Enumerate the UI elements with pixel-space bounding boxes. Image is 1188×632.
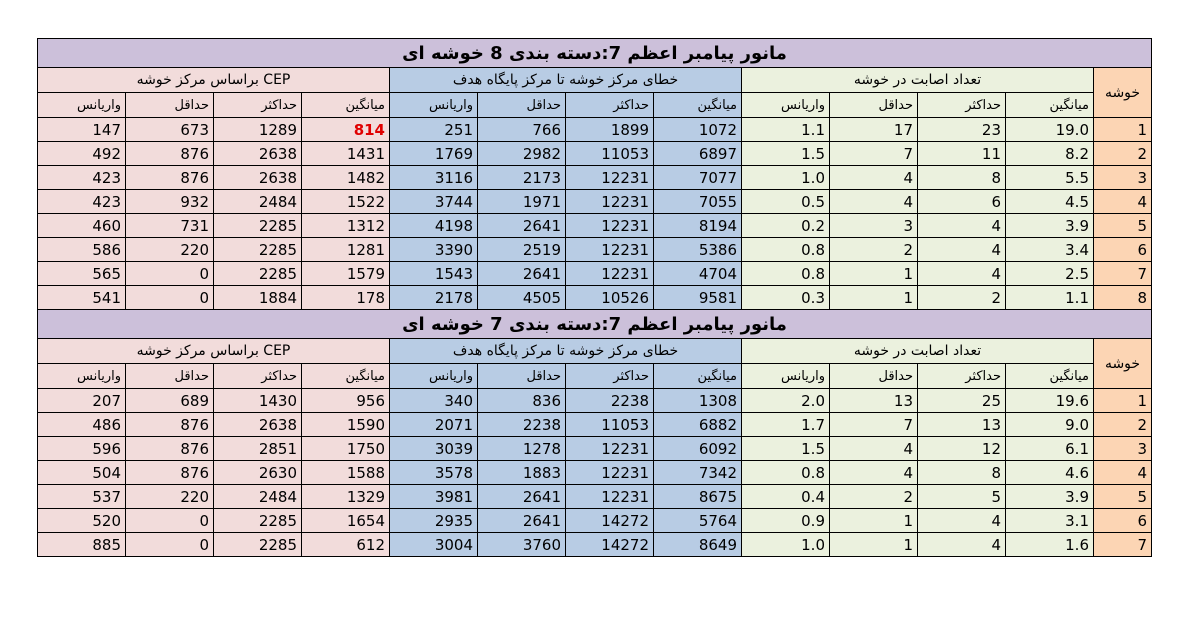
table-cell: 2484 (214, 190, 302, 214)
table-cell: 1 (830, 533, 918, 557)
group-header-row (38, 339, 1152, 364)
table-title: مانور پیامبر اعظم 7:دسته بندی 8 خوشه ای (38, 39, 1152, 68)
table-cell: 11053 (566, 413, 654, 437)
cluster-header: خوشه (1094, 339, 1152, 389)
table-cell: 2 (830, 485, 918, 509)
table-cell: 4 (918, 238, 1006, 262)
table-cell: 423 (38, 166, 126, 190)
table-cell: 876 (126, 413, 214, 437)
table-cell: 876 (126, 166, 214, 190)
table-cell: 1 (830, 286, 918, 310)
table-cell: 1312 (302, 214, 390, 238)
table-cell: 2 (918, 286, 1006, 310)
table-cell: 7077 (654, 166, 742, 190)
table-cell: 541 (38, 286, 126, 310)
table-cell: 1.1 (742, 118, 830, 142)
table-cell: 2935 (390, 509, 478, 533)
cluster-number: 5 (1094, 214, 1152, 238)
table-cell: 13 (830, 389, 918, 413)
table-cell: 612 (302, 533, 390, 557)
cluster-number: 3 (1094, 166, 1152, 190)
table-row (38, 118, 1152, 142)
table-cell: 565 (38, 262, 126, 286)
table-cell: 5386 (654, 238, 742, 262)
table-cell: 4 (830, 461, 918, 485)
table-cell: 9.0 (1006, 413, 1094, 437)
column-header: حداکثر (566, 364, 654, 389)
table-cell: 4 (830, 190, 918, 214)
table-cell: 2638 (214, 142, 302, 166)
table-cell: 12231 (566, 238, 654, 262)
table-cell: 23 (918, 118, 1006, 142)
table-cell: 8.2 (1006, 142, 1094, 166)
table-cell: 1 (830, 509, 918, 533)
cluster-table (37, 38, 1152, 557)
table-cell: 1289 (214, 118, 302, 142)
table-cell: 2641 (478, 214, 566, 238)
column-header: واریانس (742, 364, 830, 389)
table-cell: 1579 (302, 262, 390, 286)
table-cell: 1.6 (1006, 533, 1094, 557)
table-cell: 0.4 (742, 485, 830, 509)
table-cell: 12231 (566, 262, 654, 286)
column-header: میانگین (302, 93, 390, 118)
table-cell: 673 (126, 118, 214, 142)
table-cell: 1590 (302, 413, 390, 437)
table-cell: 1899 (566, 118, 654, 142)
table-cell: 1.0 (742, 166, 830, 190)
table-cell: 2173 (478, 166, 566, 190)
table-cell: 1588 (302, 461, 390, 485)
cluster-header: خوشه (1094, 68, 1152, 118)
table-cell: 178 (302, 286, 390, 310)
table-cell: 3 (830, 214, 918, 238)
table-cell: 3744 (390, 190, 478, 214)
table-cell: 1482 (302, 166, 390, 190)
table-cell: 586 (38, 238, 126, 262)
cluster-number: 4 (1094, 190, 1152, 214)
table-cell: 2285 (214, 509, 302, 533)
table-row (38, 142, 1152, 166)
column-header: میانگین (1006, 93, 1094, 118)
table-row (38, 166, 1152, 190)
table-cell: 0.3 (742, 286, 830, 310)
table-cell: 4 (830, 437, 918, 461)
cluster-number: 6 (1094, 509, 1152, 533)
table-cell: 3004 (390, 533, 478, 557)
table-cell: 1329 (302, 485, 390, 509)
spreadsheet (37, 38, 1151, 557)
table-cell: 5 (918, 485, 1006, 509)
table-row (38, 413, 1152, 437)
column-header: واریانس (38, 364, 126, 389)
column-header: حداکثر (566, 93, 654, 118)
table-cell: 10526 (566, 286, 654, 310)
table-cell: 4.6 (1006, 461, 1094, 485)
table-cell: 4.5 (1006, 190, 1094, 214)
column-header: حداقل (478, 364, 566, 389)
table-cell: 25 (918, 389, 1006, 413)
table-cell: 956 (302, 389, 390, 413)
table-cell: 492 (38, 142, 126, 166)
table-cell: 220 (126, 238, 214, 262)
table-cell: 6.1 (1006, 437, 1094, 461)
table-cell: 0 (126, 286, 214, 310)
table-cell: 13 (918, 413, 1006, 437)
table-cell: 2641 (478, 262, 566, 286)
table-cell: 1543 (390, 262, 478, 286)
table-cell: 7055 (654, 190, 742, 214)
group-header-hits: تعداد اصابت در خوشه (742, 68, 1094, 93)
table-row (38, 461, 1152, 485)
column-header: میانگین (302, 364, 390, 389)
subheader-row (38, 93, 1152, 118)
table-cell: 2071 (390, 413, 478, 437)
table-cell: 17 (830, 118, 918, 142)
table-cell: 4505 (478, 286, 566, 310)
table-cell: 1431 (302, 142, 390, 166)
table-cell: 11 (918, 142, 1006, 166)
table-cell: 3760 (478, 533, 566, 557)
table-cell: 6897 (654, 142, 742, 166)
table-cell: 6882 (654, 413, 742, 437)
table-cell: 876 (126, 142, 214, 166)
column-header: حداقل (126, 93, 214, 118)
table-cell: 6 (918, 190, 1006, 214)
column-header: حداکثر (918, 364, 1006, 389)
table-cell: 19.0 (1006, 118, 1094, 142)
table-cell: 8 (918, 166, 1006, 190)
table-cell: 0.8 (742, 262, 830, 286)
table-cell: 3390 (390, 238, 478, 262)
table-cell: 1430 (214, 389, 302, 413)
table-cell: 2638 (214, 166, 302, 190)
table-cell: 2238 (566, 389, 654, 413)
table-cell: 5764 (654, 509, 742, 533)
table-cell: 4 (918, 509, 1006, 533)
table-cell: 2178 (390, 286, 478, 310)
table-cell: 2 (830, 238, 918, 262)
table-cell: 9581 (654, 286, 742, 310)
table-cell: 0.8 (742, 461, 830, 485)
column-header: میانگین (654, 364, 742, 389)
table-cell: 2638 (214, 413, 302, 437)
table-cell: 2238 (478, 413, 566, 437)
table-cell: 6092 (654, 437, 742, 461)
subheader-row (38, 364, 1152, 389)
table-cell: 220 (126, 485, 214, 509)
table-cell: 12231 (566, 214, 654, 238)
table-cell: 8194 (654, 214, 742, 238)
cluster-number: 2 (1094, 413, 1152, 437)
table-cell: 876 (126, 437, 214, 461)
table-cell: 8649 (654, 533, 742, 557)
table-cell: 3.9 (1006, 214, 1094, 238)
table-cell: 1971 (478, 190, 566, 214)
table-cell: 4198 (390, 214, 478, 238)
table-cell: 12231 (566, 166, 654, 190)
column-header: حداقل (830, 364, 918, 389)
table-cell: 814 (302, 118, 390, 142)
table-cell: 3578 (390, 461, 478, 485)
table-cell: 486 (38, 413, 126, 437)
table-cell: 12231 (566, 485, 654, 509)
table-cell: 1654 (302, 509, 390, 533)
table-cell: 1.5 (742, 437, 830, 461)
table-title: مانور پیامبر اعظم 7:دسته بندی 7 خوشه ای (38, 310, 1152, 339)
table-cell: 5.5 (1006, 166, 1094, 190)
table-cell: 2641 (478, 485, 566, 509)
table-body (38, 39, 1152, 557)
table-row (38, 214, 1152, 238)
table-cell: 4 (918, 214, 1006, 238)
cluster-number: 2 (1094, 142, 1152, 166)
group-header-hits: تعداد اصابت در خوشه (742, 339, 1094, 364)
column-header: میانگین (1006, 364, 1094, 389)
table-row (38, 437, 1152, 461)
table-cell: 8 (918, 461, 1006, 485)
table-cell: 504 (38, 461, 126, 485)
cluster-number: 1 (1094, 118, 1152, 142)
table-cell: 2285 (214, 533, 302, 557)
table-cell: 1072 (654, 118, 742, 142)
table-cell: 12231 (566, 190, 654, 214)
cluster-number: 5 (1094, 485, 1152, 509)
table-cell: 766 (478, 118, 566, 142)
table-row (38, 485, 1152, 509)
column-header: حداقل (830, 93, 918, 118)
column-header: حداکثر (918, 93, 1006, 118)
table-cell: 2630 (214, 461, 302, 485)
table-cell: 11053 (566, 142, 654, 166)
table-cell: 7 (830, 413, 918, 437)
table-cell: 3116 (390, 166, 478, 190)
table-cell: 0 (126, 533, 214, 557)
table-cell: 3.4 (1006, 238, 1094, 262)
column-header: میانگین (654, 93, 742, 118)
cluster-number: 7 (1094, 262, 1152, 286)
table-row (38, 190, 1152, 214)
table-cell: 2.0 (742, 389, 830, 413)
table-cell: 2484 (214, 485, 302, 509)
table-cell: 3039 (390, 437, 478, 461)
table-cell: 4 (918, 533, 1006, 557)
table-cell: 1522 (302, 190, 390, 214)
table-cell: 1.0 (742, 533, 830, 557)
table-cell: 1.5 (742, 142, 830, 166)
table-row (38, 286, 1152, 310)
cluster-number: 8 (1094, 286, 1152, 310)
group-header-error: خطای مرکز خوشه تا مرکز پایگاه هدف (390, 68, 742, 93)
table-row (38, 533, 1152, 557)
table-cell: 537 (38, 485, 126, 509)
table-cell: 0.2 (742, 214, 830, 238)
table-cell: 1883 (478, 461, 566, 485)
table-cell: 836 (478, 389, 566, 413)
table-cell: 14272 (566, 533, 654, 557)
table-cell: 596 (38, 437, 126, 461)
table-cell: 2851 (214, 437, 302, 461)
table-cell: 1884 (214, 286, 302, 310)
column-header: حداکثر (214, 364, 302, 389)
table-cell: 14272 (566, 509, 654, 533)
column-header: حداکثر (214, 93, 302, 118)
table-cell: 1281 (302, 238, 390, 262)
table-cell: 2285 (214, 262, 302, 286)
table-cell: 520 (38, 509, 126, 533)
table-cell: 0 (126, 262, 214, 286)
table-cell: 8675 (654, 485, 742, 509)
table-cell: 12231 (566, 461, 654, 485)
group-header-cep: CEP براساس مرکز خوشه (38, 68, 390, 93)
table-cell: 2519 (478, 238, 566, 262)
table-cell: 7342 (654, 461, 742, 485)
table-title-row (38, 39, 1152, 68)
table-row (38, 509, 1152, 533)
table-cell: 7 (830, 142, 918, 166)
table-cell: 12 (918, 437, 1006, 461)
table-row (38, 389, 1152, 413)
group-header-error: خطای مرکز خوشه تا مرکز پایگاه هدف (390, 339, 742, 364)
table-cell: 1769 (390, 142, 478, 166)
table-cell: 1308 (654, 389, 742, 413)
column-header: واریانس (38, 93, 126, 118)
table-cell: 2982 (478, 142, 566, 166)
table-cell: 2285 (214, 214, 302, 238)
table-cell: 0 (126, 509, 214, 533)
table-cell: 2285 (214, 238, 302, 262)
table-row (38, 238, 1152, 262)
group-header-row (38, 68, 1152, 93)
table-cell: 0.8 (742, 238, 830, 262)
table-cell: 2641 (478, 509, 566, 533)
column-header: واریانس (390, 364, 478, 389)
table-cell: 4 (830, 166, 918, 190)
table-cell: 3.9 (1006, 485, 1094, 509)
table-cell: 2.5 (1006, 262, 1094, 286)
table-cell: 4 (918, 262, 1006, 286)
table-cell: 3.1 (1006, 509, 1094, 533)
table-cell: 460 (38, 214, 126, 238)
table-cell: 3981 (390, 485, 478, 509)
column-header: حداقل (126, 364, 214, 389)
table-cell: 885 (38, 533, 126, 557)
table-cell: 731 (126, 214, 214, 238)
cluster-number: 1 (1094, 389, 1152, 413)
table-row (38, 262, 1152, 286)
cluster-number: 6 (1094, 238, 1152, 262)
table-cell: 4704 (654, 262, 742, 286)
table-cell: 689 (126, 389, 214, 413)
cluster-number: 4 (1094, 461, 1152, 485)
table-cell: 423 (38, 190, 126, 214)
table-title-row (38, 310, 1152, 339)
column-header: واریانس (390, 93, 478, 118)
table-cell: 1750 (302, 437, 390, 461)
column-header: حداقل (478, 93, 566, 118)
table-cell: 0.5 (742, 190, 830, 214)
group-header-cep: CEP براساس مرکز خوشه (38, 339, 390, 364)
table-cell: 1.7 (742, 413, 830, 437)
table-cell: 1 (830, 262, 918, 286)
table-cell: 1278 (478, 437, 566, 461)
table-cell: 147 (38, 118, 126, 142)
cluster-number: 3 (1094, 437, 1152, 461)
table-cell: 876 (126, 461, 214, 485)
table-cell: 19.6 (1006, 389, 1094, 413)
table-cell: 340 (390, 389, 478, 413)
column-header: واریانس (742, 93, 830, 118)
cluster-number: 7 (1094, 533, 1152, 557)
table-cell: 251 (390, 118, 478, 142)
table-cell: 12231 (566, 437, 654, 461)
table-cell: 932 (126, 190, 214, 214)
table-cell: 207 (38, 389, 126, 413)
table-cell: 0.9 (742, 509, 830, 533)
table-cell: 1.1 (1006, 286, 1094, 310)
